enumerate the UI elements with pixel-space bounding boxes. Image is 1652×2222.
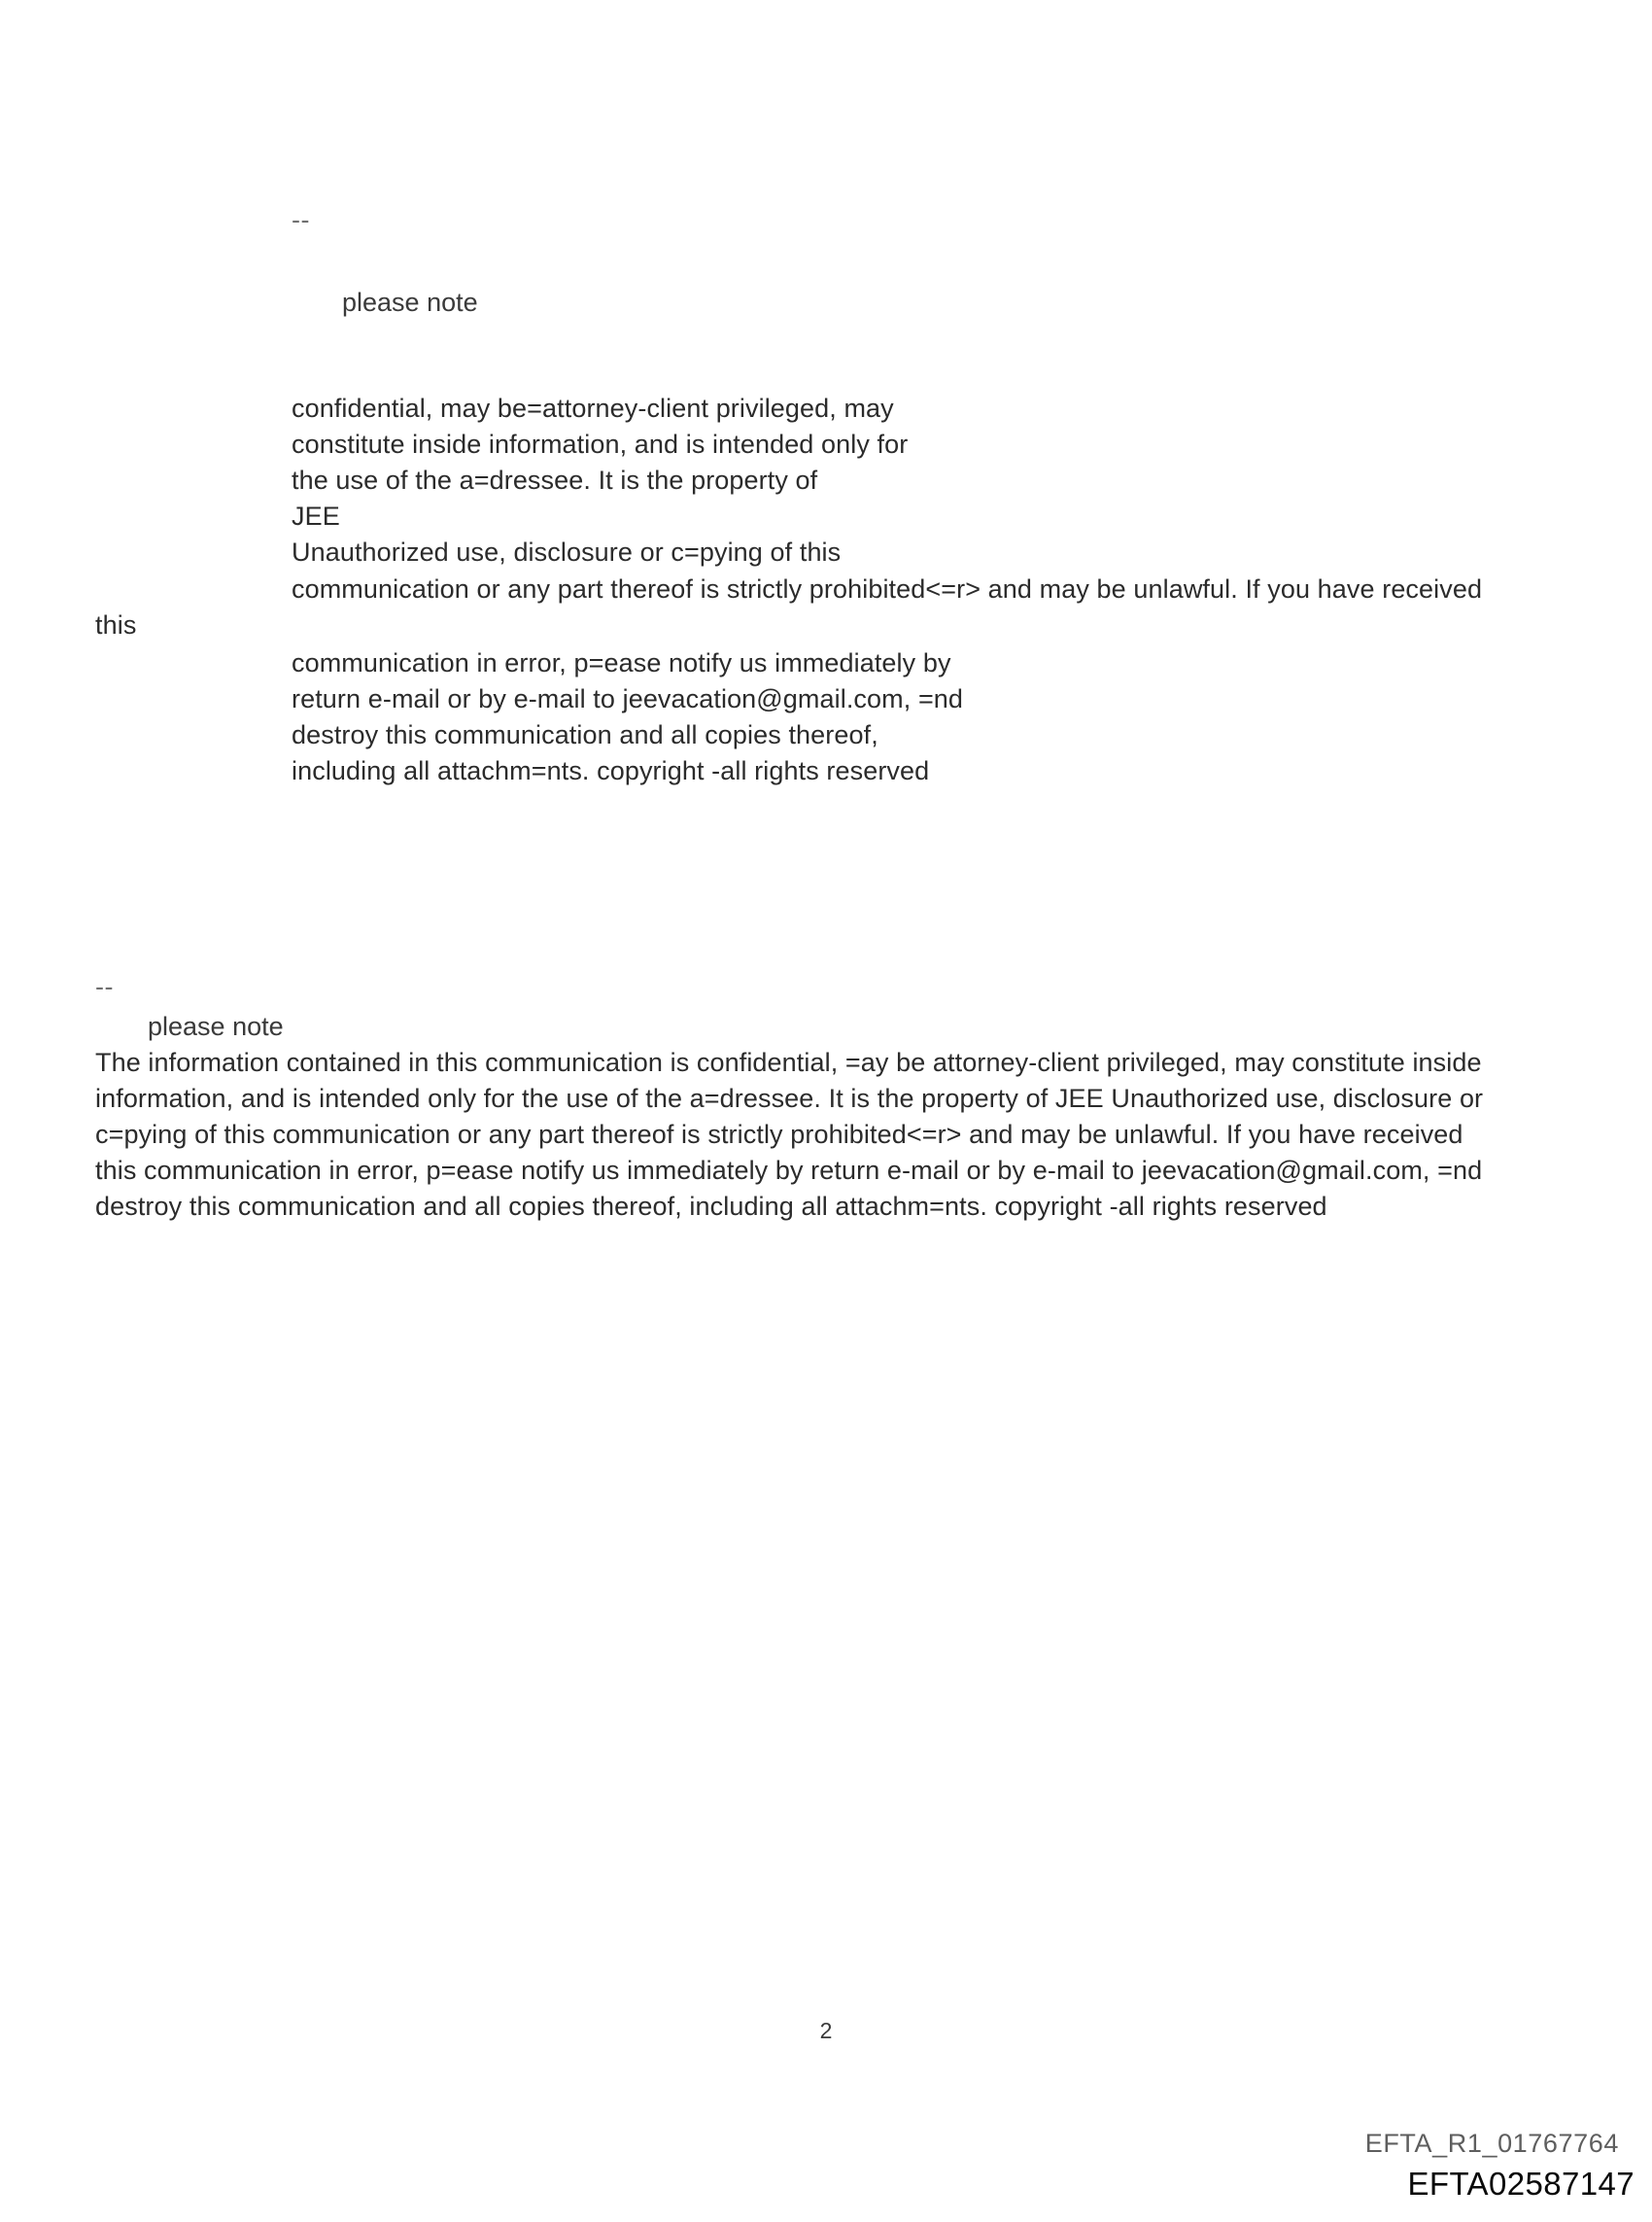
block2-body-line: c=pying of this communication or any part thereof is strictly prohibited<=r> and may be unlawful. If you have received (95, 1120, 1463, 1149)
block2-body-line: destroy this communication and all copies thereof, including all attachm=nts. copyright -all rights reserved (95, 1192, 1327, 1221)
block2-separator: -- (95, 972, 114, 1001)
block2-body-line: this communication in error, p=ease notify us immediately by return e-mail or by e-mail to jeevacation@gmail.com, =nd (95, 1156, 1483, 1185)
bates-number-top: EFTA_R1_01767764 (1364, 2129, 1619, 2158)
page-number: 2 (819, 2018, 833, 2043)
block1-body-wide-line: communication or any part thereof is strictly prohibited<=r> and may be unlawful. If you have received (292, 574, 1483, 604)
block1-body-line: destroy this communication and all copies thereof, (292, 720, 878, 749)
block1-body-line: Unauthorized use, disclosure or c=pying of this (292, 538, 842, 567)
block1-body-line-jee: JEE (292, 502, 340, 531)
block1-heading: please note (342, 288, 478, 317)
block1-body-line: the use of the a=dressee. It is the property of (292, 466, 818, 495)
bates-number-bottom: EFTA02587147 (1407, 2166, 1635, 2202)
block2-body-line: information, and is intended only for the use of the a=dressee. It is the property of JEE Unauthorized use, disclosure or (95, 1084, 1484, 1113)
block2-body-line: The information contained in this communication is confidential, =ay be attorney-client privileged, may constitute inside (95, 1048, 1482, 1077)
block2-heading: please note (148, 1012, 284, 1041)
block1-body-line: return e-mail or by e-mail to jeevacation@gmail.com, =nd (292, 684, 964, 713)
block1-body-line: constitute inside information, and is intended only for (292, 430, 909, 459)
block1-body-line: confidential, may be=attorney-client privileged, may (292, 394, 894, 423)
block1-body-line: including all attachm=nts. copyright -all rights reserved (292, 756, 930, 785)
block1-separator: -- (292, 205, 310, 234)
block1-body-line: communication in error, p=ease notify us immediately by (292, 648, 951, 677)
block1-orphan-line: this (95, 610, 137, 640)
